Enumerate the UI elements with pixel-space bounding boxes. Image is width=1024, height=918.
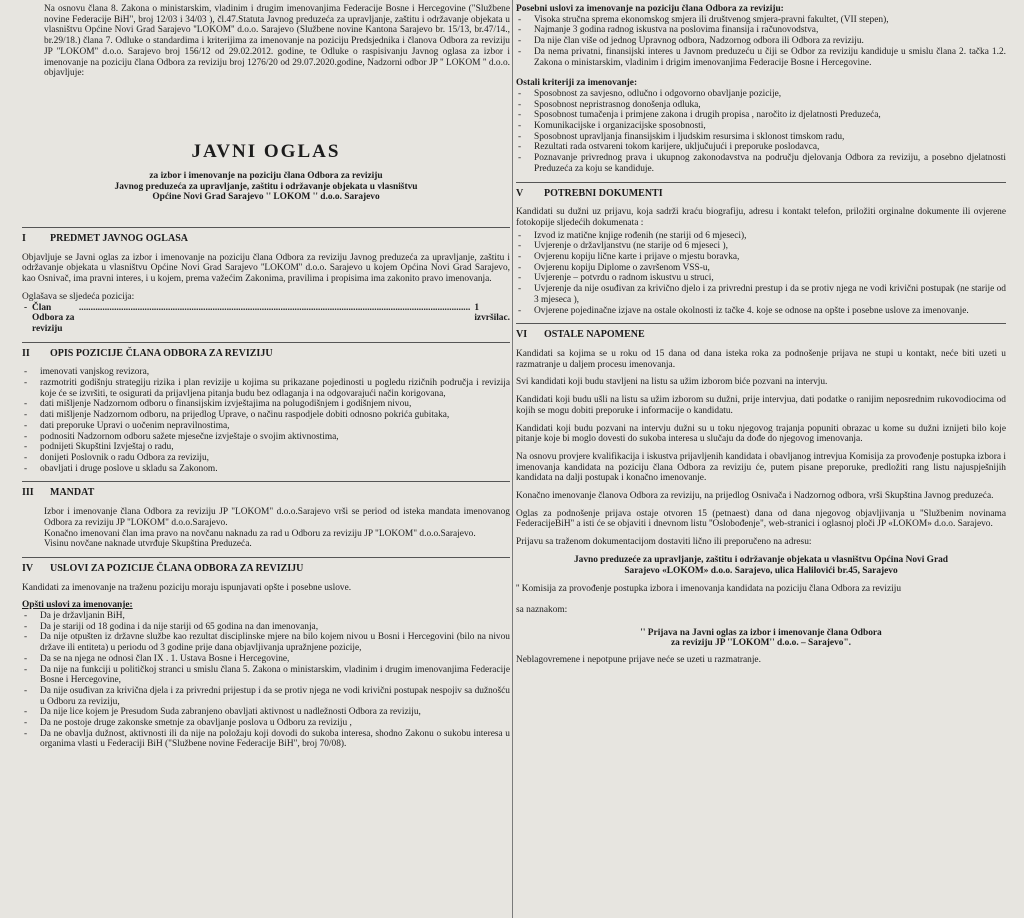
section-divider [22, 342, 510, 343]
section-4-heading: IV USLOVI ZA POZICIJE ČLANA ODBORA ZA REVIZIJU [22, 562, 304, 574]
section-divider [516, 182, 1006, 183]
intro-paragraph: Na osnovu člana 8. Zakona o ministarskim, vladinim i drugim imenovanjima Federacije Bosne i Hercegovine ("Službene novine Federacije BiH", broj 12/03 i 34/03 ), čl.47.Statuta Javnog preduzeća za upravljanje, zaštitu i održavanje objekata u vlasništvu Općine Novi Grad Sarajevo ''LOKOM'' d.o.o. Sarajevo (Službene novine Kantona Sarajevo br. 15/13, br.47/14., br.29/18.) člana 7. Odluke o standardima i kriterijima za imenovanje na poziciju Predsjednika i članova Odbora za reviziju JP ''LOKOM'' d.o.o. Sarajevo broj 156/12 od 29.02.2012. godine, te Odluke o raspisivanju Javnog oglasa za izbor i imenovanje na poziciju člana Odbora za reviziju broj 1276/20 od 29.07.2020.godine, Nadzorni odbor JP '' LOKOM '' d.o.o. objavljuje: [44, 4, 510, 79]
list-item: - Rezultati rada ostvareni tokom karijere, uključujući i preporuke poslodavca, [516, 142, 1006, 153]
other-criteria-list [516, 89, 1006, 175]
list-item: - dati mišljenje Nadzornom odboru, na prijedlog Uprave, o načinu raspodjele dobiti odnosno pokrića gubitaka, [22, 410, 510, 421]
list-item: - Da nije na funkciji u političkoj stranci u smislu člana 5. Zakona o ministarskim, vladinim i drugim imenovanjima Federacije Bosne i Hercegovine, [22, 665, 510, 686]
left-column [22, 4, 510, 756]
note-paragraph: Na osnovu provjere kvalifikacija i iskustva prijavljenih kandidata i obavljanog intrevjua Komisija za provođenje postupka izbora i imenovanja kandidata na poziciju člana Odbora za reviziju će, putem pisane preporuke, predložiti rang listu najuspješnijih kandidata na dalji postupak i konačno imenovanje. [516, 451, 1006, 484]
note-label: sa naznakom: [516, 604, 568, 615]
list-item: - obavljati i druge poslove u skladu sa Zakonom. [22, 464, 510, 475]
mandate-text-2: Konačno imenovani član ima pravo na novčanu naknadu za rad u Odboru za reviziju JP "LOKOM" d.o.o.Sarajevo. [44, 528, 476, 539]
list-item: - Da nije lice kojem je Presudom Suda zabranjeno obavljati aktivnost u nadležnosti Odbora za reviziju, [22, 707, 510, 718]
list-item: - Da nema privatni, finansijski interes u Javnom preduzeću u čiji se Odbor za reviziju kandiduje u smislu člana 2. tačka 1.2. Zakona o ministarskim, vladinim i drigim imenovanjima Federacije Bosne i Hercegovine. [516, 47, 1006, 68]
list-item: - Sposobnost nepristrasnog donošenja odluka, [516, 100, 1006, 111]
mandate-text-1: Izbor i imenovanje člana Odbora za reviziju JP "LOKOM" d.o.o.Sarajevo vrši se period od isteka mandata imenovanog Odbora za reviziju JP "LOKOM" d.o.o.Sarajevo. [44, 507, 510, 528]
list-item: - Uvjerenje o državljanstvu (ne starije od 6 mjeseci ), [516, 241, 1006, 252]
list-item: - podnositi Nadzornom odboru sažete mjesečne izvještaje o svojim aktivnostima, [22, 432, 510, 443]
section-5-heading: V POTREBNI DOKUMENTI [516, 187, 663, 199]
delivery-address: Javno preduzeće za upravljanje, zaštitu i održavanje objekata u vlasništvu Općina Novi Grad Sarajevo «LOKOM» d.o.o. Sarajevo, ulica Halilovići br.45, Sarajevo [573, 554, 949, 576]
list-item: - Uvjerenje – potvrdu o radnom iskustvu u struci, [516, 273, 1006, 284]
section-divider [22, 227, 510, 228]
note-paragraph: Konačno imenovanje članova Odbora za reviziju, na prijedlog Osnivača i Nadzornog odbora, vrši Skupština Javnog preduzeća. [516, 491, 994, 502]
note-paragraph: Oglas za podnošenje prijava ostaje otvoren 15 (petnaest) dana od dana njegovog objavljivanja u ''Službenim novinama FederacijeBiH'' a isti će se objaviti i dnevnom listu ''Oslobođenje", web-stranici i oglasnoj ploči JP «LOKOM» d.o.o. Sarajevo. [516, 508, 1006, 530]
other-criteria-heading: Ostali kriteriji za imenovanje: [516, 78, 638, 89]
section-4-text: Kandidati za imenovanje na traženu poziciju moraju ispunjavati opšte i posebne uslove. [22, 582, 352, 593]
documents-list [516, 231, 1006, 317]
list-item: - Ovjerenu kopiju lične karte i prijave o mjestu boravka, [516, 252, 1006, 263]
list-item: - Da je stariji od 18 godina i da nije stariji od 65 godina na dan imenovanja, [22, 622, 510, 633]
list-item: - razmotriti godišnju strategiju rizika i plan revizije u kojima su prikazane pojedinosti u pogledu rizičnih područja i revizija koje će se izvršiti, te osigurati da prijavljena pitanja budu bez odlaganja i na odgovarajući način korigovana, [22, 378, 510, 399]
general-conditions-heading: Opšti uslovi za imenovanje: [22, 600, 133, 611]
right-column [516, 4, 1006, 673]
mandate-text-3: Visinu novčane naknade utvrđuje Skupština Preduzeća. [44, 539, 252, 550]
list-item: - Najmanje 3 godina radnog iskustva na poslovima finansija i računovodstva, [516, 25, 1006, 36]
list-item: - Da ne obavlja dužnost, aktivnosti ili da nije na položaju koji dovodi do sukoba interesa, shodno Zakonu o sukobu interesa u organima vlasti u Federaciji BiH ("Službene novine Federacije BiH", broj 70/08). [22, 729, 510, 750]
list-item: - Da nije član više od jednog Upravnog odbora, Nadzornog odbora ili Odbora za reviziju. [516, 36, 1006, 47]
special-conditions-heading: Posebni uslovi za imenovanje na poziciju člana Odbora za reviziju: [516, 4, 784, 14]
footer-note: Neblagovremene i nepotpune prijave neće se uzeti u razmatranje. [516, 655, 761, 666]
section-3-heading: III MANDAT [22, 487, 95, 499]
section-1-text: Objavljuje se Javni oglas za izbor i imenovanje na poziciju člana Odbora za reviziju Javnog preduzeća za upravljanje, zaštitu i održavanje objekata u vlasništvu Općine Novi Grad Sarajevo ''LOKOM'' d.o.o. Sarajevo u kojem Općina Novi Grad Sarajevo, kao Osnivač, ima pravni interes, i u kojem, prema važećim Zakonima, pravilima i propisima ima zakonito pravo imenovanja. [22, 252, 510, 285]
page-title: JAVNI OGLAS [191, 140, 341, 162]
section-divider [516, 323, 1006, 324]
position-name: Član Odbora za reviziju [31, 302, 75, 334]
list-item: - Sposobnost za savjesno, odlučno i odgovorno obavljanje pozicije, [516, 89, 1006, 100]
section-2-list [22, 367, 510, 474]
general-conditions-list [22, 611, 510, 750]
list-item: - Ovjerenu kopiju Diplome o završenom VSS-u, [516, 263, 1006, 274]
list-item: - podnijeti Skupštini Izvještaj o radu, [22, 442, 510, 453]
position-row: - Član Odbora za reviziju ....................................................................................................................................................................... 1 izvršilac. [24, 302, 510, 334]
list-item: - Visoka stručna sprema ekonomskog smjera ili društvenog smjera-pravni fakultet, (VII stepen), [516, 15, 1006, 26]
special-conditions-list [516, 15, 1006, 69]
position-count: 1 izvršilac. [474, 302, 510, 324]
section-5-text: Kandidati su dužni uz prijavu, koja sadrži kraću biografiju, adresu i kontakt telefon, priložiti orginalne dokumente ili ovjerene fotokopije sljedećih dokumenata : [516, 207, 1006, 228]
position-intro: Oglašava se sljedeća pozicija: [22, 291, 135, 302]
list-item: - donijeti Poslovnik o radu Odbora za reviziju, [22, 453, 510, 464]
list-item: - imenovati vanjskog revizora, [22, 367, 510, 378]
list-item: - Ovjerene pojedinačne izjave na ostale okolnosti iz tačke 4. koje se odnose na opšte i posebne uslove za imenovanje. [516, 306, 1006, 317]
list-item: - Izvod iz matične knjige rođenih (ne stariji od 6 mjeseci), [516, 231, 1006, 242]
page-subtitle: za izbor i imenovanje na poziciju člana Odbora za reviziju Javnog preduzeća za upravljanje, zaštitu i održavanje objekata u vlasništvu Općine Novi Grad Sarajevo '' LOKOM '' d.o.o. Sarajevo [114, 170, 418, 203]
list-item: - Da nije osuđivan za krivična djela i za privredni prijestup i da se protiv njega ne vodi krivični postupak nespojiv sa dužnošću u Odboru za reviziju, [22, 686, 510, 707]
section-divider [22, 481, 510, 482]
section-2-heading: II OPIS POZICIJE ČLANA ODBORA ZA REVIZIJU [22, 347, 273, 359]
note-paragraph: Prijavu sa traženom dokumentacijom dostaviti lično ili preporučeno na adresu: [516, 537, 812, 548]
section-1-heading: I PREDMET JAVNOG OGLASA [22, 233, 188, 245]
list-item: - Uvjerenje da nije osuđivan za krivično djelo i za privredni prestup i da se protiv njega ne vodi krivični postupak (ne starije od 3 mjeseca ), [516, 284, 1006, 305]
note-paragraph: Kandidati koji budu pozvani na intervju dužni su u toku njegovog trajanja popuniti obrazac u kome su dužni iznijeti bilo koje pitanje koje bi moglo dovesti do sukoba interesa u slučaju da dođe do njegovog imenovanja. [516, 423, 1006, 445]
section-6-heading: VI OSTALE NAPOMENE [516, 329, 645, 341]
section-divider [22, 557, 510, 558]
list-item: - dati preporuke Upravi o uočenim nepravilnostima, [22, 421, 510, 432]
note-paragraph: Kandidati koji budu ušli na listu sa užim izborom su dužni, prije intervjua, dati podatke o ranijim neposrednim rukovodiocima od kojih se mogu dobiti preporuke i informacije o kandidatu. [516, 395, 1006, 416]
column-divider [512, 0, 513, 918]
list-item: - Sposobnost upravljanja finansijskim i ljudskim resursima i sklonost timskom radu, [516, 132, 1006, 143]
list-item: - Da je državljanin BiH, [22, 611, 510, 622]
list-item: - Poznavanje privrednog prava i ukupnog zakonodavstva na području djelovanja Odbora za reviziju, a posebno djelatnosti Preduzeća za koju se kandiduje. [516, 153, 1006, 174]
list-item: - dati mišljenje Nadzornom odboru o finansijskim izvještajima na polugodišnjem i godišnjem nivou, [22, 399, 510, 410]
envelope-note: '' Prijava na Javni oglas za izbor i imenovanje člana Odbora za reviziju JP ''LOKOM'' d.o.o. – Sarajevo". [640, 627, 882, 649]
list-item: - Komunikacijske i organizacijske sposobnosti, [516, 121, 1006, 132]
list-item: - Da se na njega ne odnosi član IX . 1. Ustava Bosne i Hercegovine, [22, 654, 510, 665]
committee-line: '' Komisija za provođenje postupka izbora i imenovanja kandidata na poziciju člana Odbora za reviziju [516, 584, 902, 595]
list-item: - Da ne postoje druge zakonske smetnje za obavljanje poslova u Odboru za reviziju , [22, 718, 510, 729]
note-paragraph: Kandidati sa kojima se u roku od 15 dana od dana isteka roka za podnošenje prijava ne stupi u kontakt, neće biti uzeti u razmatranje u daljem procesu imenovanja. [516, 348, 1006, 370]
list-item: - Sposobnost tumačenja i primjene zakona i drugih propisa , naročito iz djelatnosti Preduzeća, [516, 110, 1006, 121]
note-paragraph: Svi kandidati koji budu stavljeni na listu sa užim izborom biće pozvani na intervju. [516, 377, 828, 388]
list-item: - Da nije otpušten iz državne službe kao rezultat disciplinske mjere na bilo kojem nivou u Bosni i Hercegovini (bilo na nivou države ili entiteta) u periodu od 3 godine prije dana objavljivanja upražnjene pozicije, [22, 632, 510, 653]
